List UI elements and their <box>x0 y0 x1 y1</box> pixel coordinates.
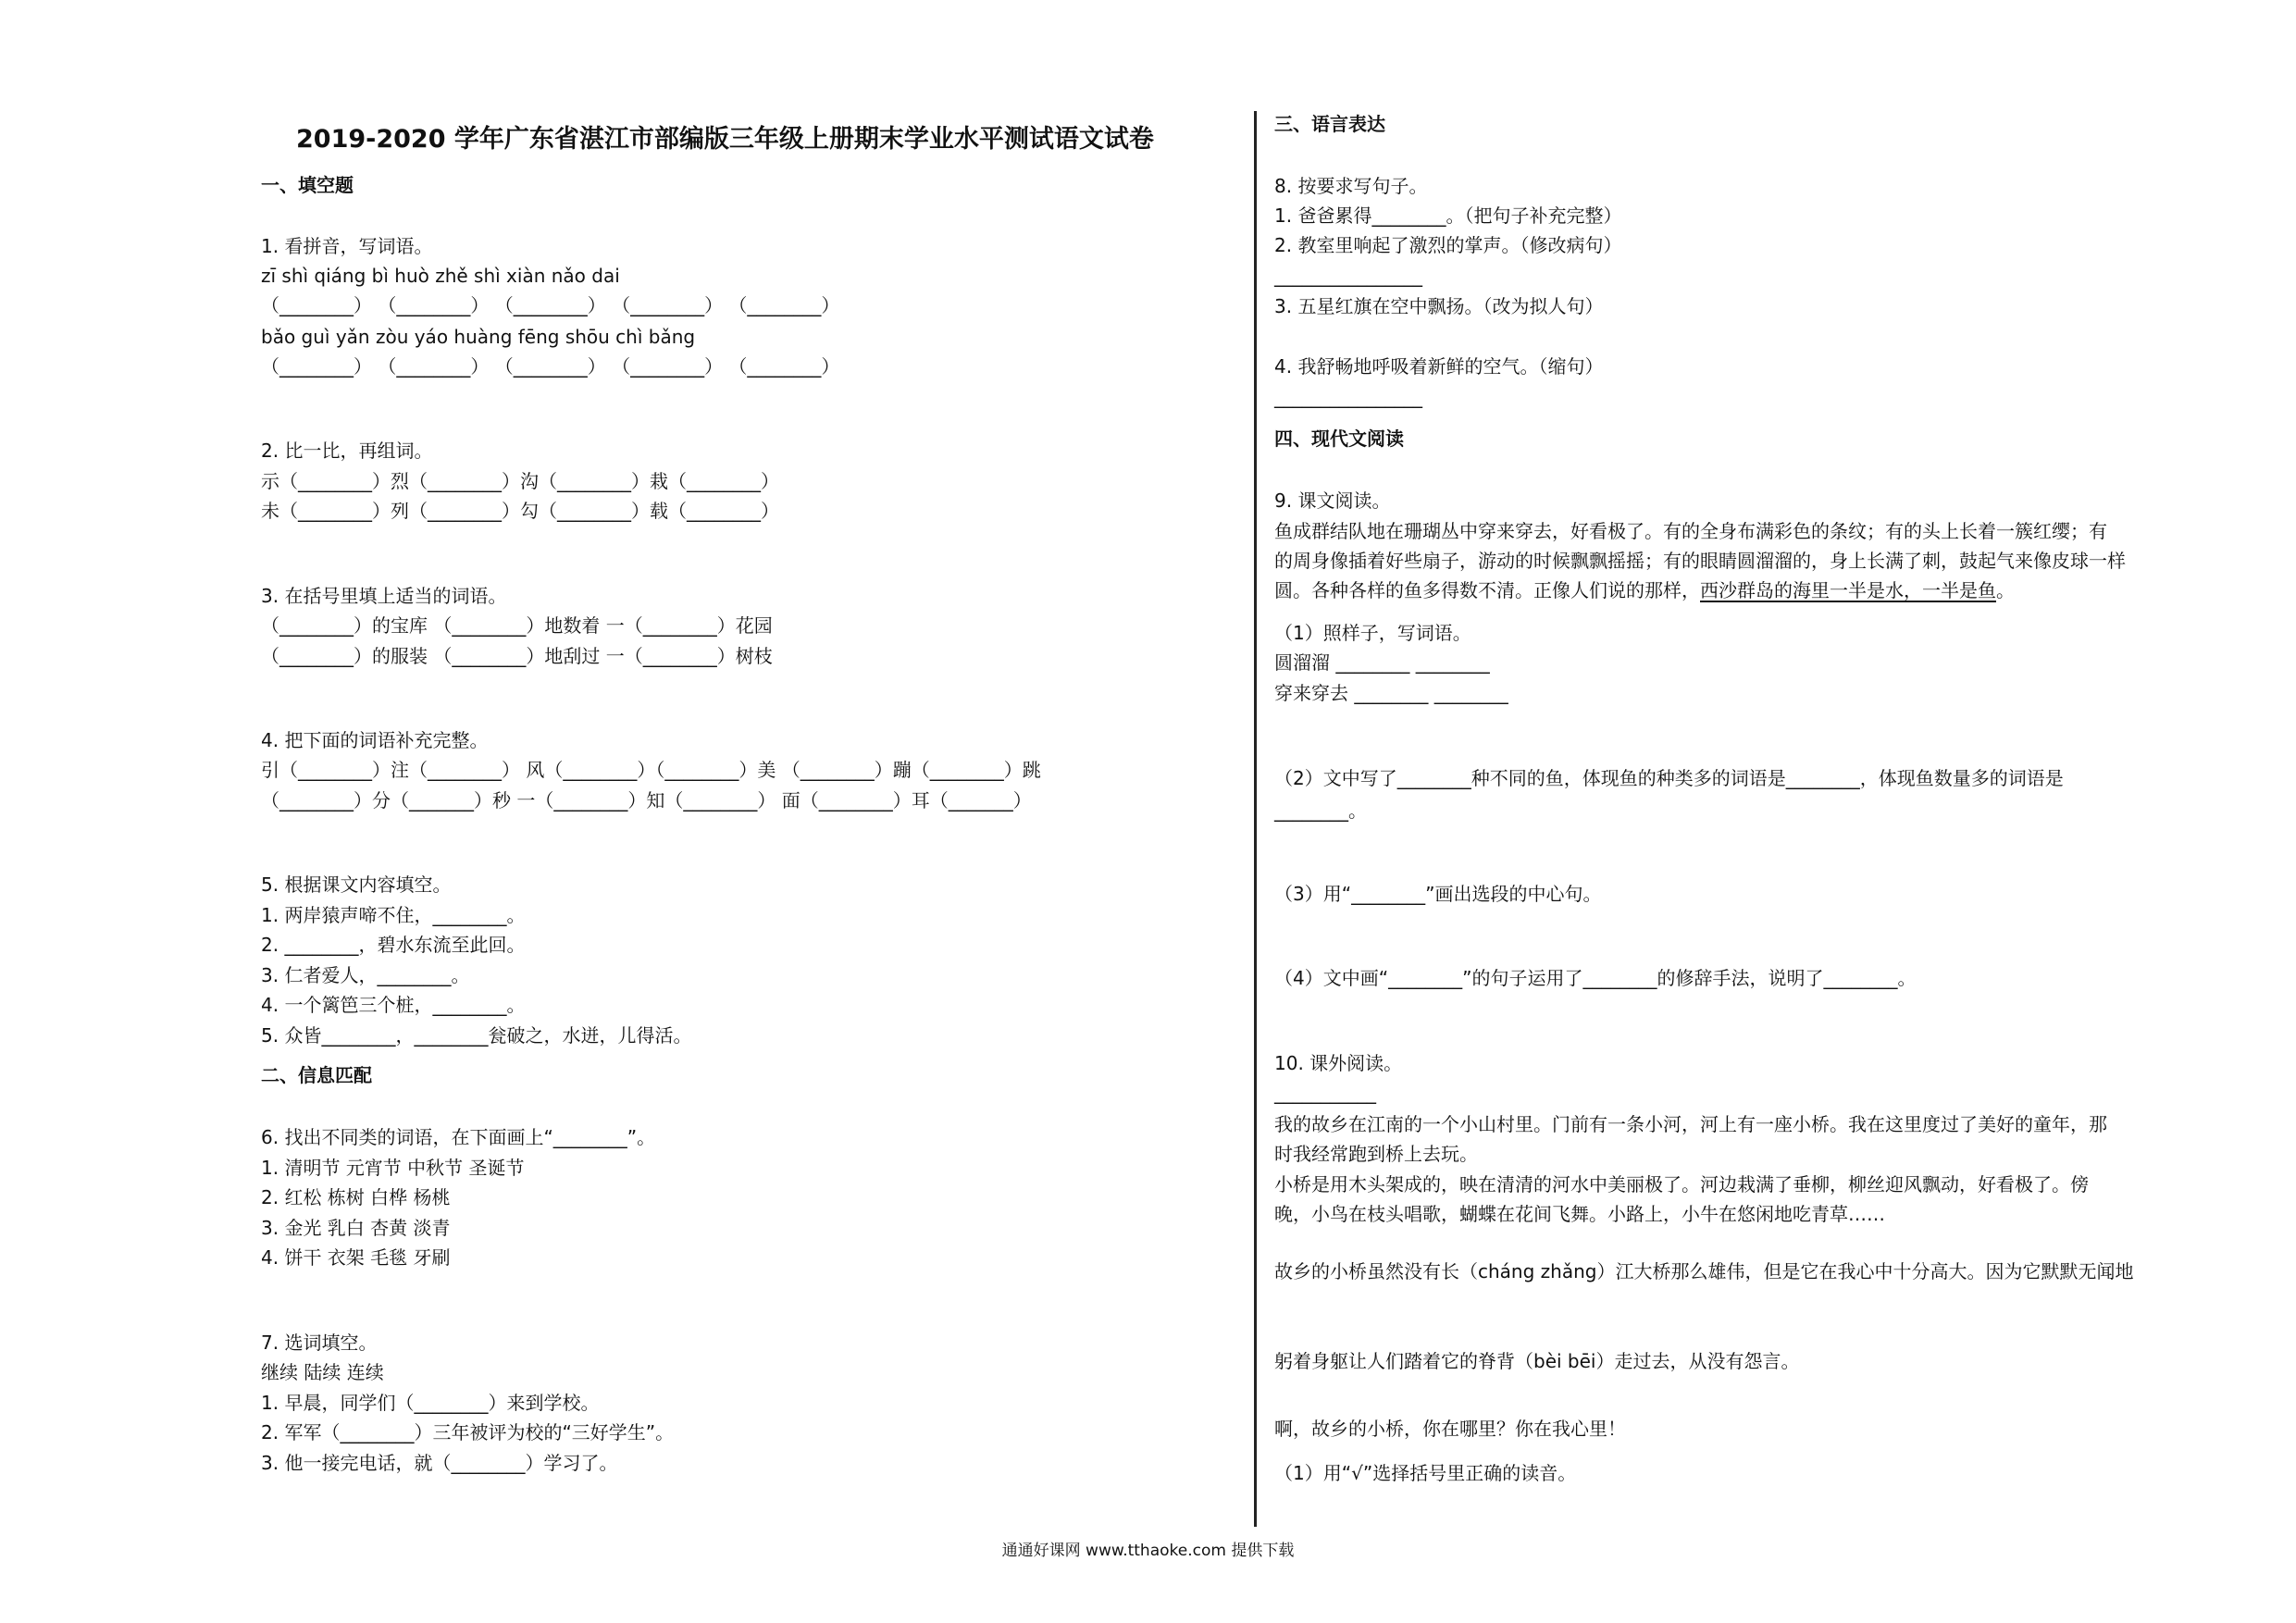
text-line: 未（________）列（________）勾（________）载（________） <box>261 500 779 522</box>
text-line: （3）用“________”画出选段的中心句。 <box>1274 883 1602 905</box>
text-line: 2. 教室里响起了激烈的掌声。（修改病句） <box>1274 234 1622 256</box>
text-line: ___________ <box>1274 1082 1376 1104</box>
text-line: 3. 五星红旗在空中飘扬。（改为拟人句） <box>1274 295 1604 317</box>
text-line: （2）文中写了________种不同的鱼，体现鱼的种类多的词语是________，体现鱼数量多的词语是 <box>1274 767 2064 789</box>
text-line: （________）分（_______）秒 一（________）知（________） 面（________）耳（_______） <box>261 789 1032 812</box>
text-line: （________） （________） （________） （________） （________） <box>261 294 840 316</box>
text-line: 啊，故乡的小桥，你在哪里？你在我心里！ <box>1274 1418 1626 1440</box>
text-line: 4. 我舒畅地呼吸着新鲜的空气。（缩句） <box>1274 355 1604 378</box>
text-line: （________）的宝库 （________）地数着 一（________）花园 <box>261 614 773 637</box>
text-line: 2. 红松 栋树 白桦 杨桃 <box>261 1186 451 1208</box>
text-line: 晚，小鸟在枝头唱歌，蝴蝶在花间飞舞。小路上，小牛在悠闲地吃青草…… <box>1274 1203 1885 1225</box>
text-line: zī shì qiáng bì huò zhě shì xiàn nǎo dai <box>261 265 620 287</box>
text-line: （________）的服装 （________）地刮过 一（________）树枝 <box>261 645 773 667</box>
text-line: 的周身像插着好些扇子，游动的时候飘飘摇摇；有的眼睛圆溜溜的，身上长满了刺，鼓起气来像皮球一样 <box>1274 550 2126 572</box>
text-line: 5. 众皆________，________瓮破之，水迸，儿得活。 <box>261 1024 692 1047</box>
text-line: 2. 比一比，再组词。 <box>261 440 433 462</box>
text-line: 3. 他一接完电话，就（________）学习了。 <box>261 1452 618 1474</box>
text-line: 引（________）注（________） 风（________）（________）美 （________）蹦（________）跳 <box>261 759 1041 781</box>
text-line: 3. 在括号里填上适当的词语。 <box>261 585 507 607</box>
text-line: （1）照样子，写词语。 <box>1274 622 1471 644</box>
text-line: 1. 早晨，同学们（________）来到学校。 <box>261 1392 600 1414</box>
text-line: 故乡的小桥虽然没有长（cháng zhǎng）江大桥那么雄伟，但是它在我心中十分高大。因为它默默无闻地 <box>1274 1260 2134 1282</box>
text-line: 鱼成群结队地在珊瑚丛中穿来穿去，好看极了。有的全身布满彩色的条纹；有的头上长着一簇红缨；有 <box>1274 520 2107 542</box>
text-line: bǎo guì yǎn zòu yáo huàng fēng shōu chì bǎng <box>261 326 696 348</box>
section-heading: 三、语言表达 <box>1274 113 1385 135</box>
text-line: 2. ________，碧水东流至此回。 <box>261 934 526 956</box>
text-line: 7. 选词填空。 <box>261 1332 378 1354</box>
text-line: 3. 仁者爱人，________。 <box>261 964 470 986</box>
text-line: 1. 看拼音，写词语。 <box>261 235 433 257</box>
text-line: 小桥是用木头架成的，映在清清的河水中美丽极了。河边栽满了垂柳，柳丝迎风飘动，好看极了。傍 <box>1274 1173 2089 1196</box>
underlined-sentence: 西沙群岛的海里一半是水，一半是鱼 <box>1700 579 1996 601</box>
text-line: 10. 课外阅读。 <box>1274 1052 1403 1074</box>
text-line: 8. 按要求写句子。 <box>1274 175 1428 197</box>
text-line: 时我经常跑到桥上去玩。 <box>1274 1143 1478 1165</box>
text-line: 5. 根据课文内容填空。 <box>261 873 452 896</box>
text-line: 继续 陆续 连续 <box>261 1361 384 1383</box>
page-footer: 通通好课网 www.tthaoke.com 提供下载 <box>1001 1542 1295 1560</box>
section-heading: 一、填空题 <box>261 174 354 196</box>
text-line: （________） （________） （________） （________） （________） <box>261 355 840 378</box>
text-line: （1）用“√”选择括号里正确的读音。 <box>1274 1462 1577 1484</box>
text-line: （4）文中画“________”的句子运用了________的修辞手法，说明了________。 <box>1274 967 1917 989</box>
text-line: 示（________）烈（________）沟（________）栽（________） <box>261 470 779 492</box>
text-line: 9. 课文阅读。 <box>1274 489 1391 512</box>
text-line: 1. 清明节 元宵节 中秋节 圣诞节 <box>261 1157 525 1179</box>
section-heading: 二、信息匹配 <box>261 1064 372 1086</box>
text-line: ________________ <box>1274 386 1422 408</box>
text-line: 2. 军军（________）三年被评为校的“三好学生”。 <box>261 1421 675 1443</box>
text-line: 4. 一个篱笆三个桩，________。 <box>261 994 526 1016</box>
text-line: 3. 金光 乳白 杏黄 淡青 <box>261 1217 451 1239</box>
text-line: ________。 <box>1274 799 1367 822</box>
text-line: 穿来穿去 ________ ________ <box>1274 682 1508 704</box>
text-line: 6. 找出不同类的词语，在下面画上“________”。 <box>261 1126 656 1148</box>
text-line: 圆。各种各样的鱼多得数不清。正像人们说的那样，西沙群岛的海里一半是水，一半是鱼。 <box>1274 579 2015 601</box>
text-line: 4. 把下面的词语补充完整。 <box>261 729 489 751</box>
text-line: 我的故乡在江南的一个小山村里。门前有一条小河，河上有一座小桥。我在这里度过了美好的童年，那 <box>1274 1113 2107 1135</box>
text-line: 躬着身躯让人们踏着它的脊背（bèi bēi）走过去，从没有怨言。 <box>1274 1350 1800 1372</box>
column-divider <box>1254 111 1257 1527</box>
exam-title: 2019-2020 学年广东省湛江市部编版三年级上册期末学业水平测试语文试卷 <box>296 125 1154 154</box>
text-line: 1. 爸爸累得________。（把句子补充完整） <box>1274 204 1622 227</box>
text-line: 1. 两岸猿声啼不住，________。 <box>261 904 526 926</box>
text-line: 圆溜溜 ________ ________ <box>1274 651 1490 674</box>
text-line: 4. 饼干 衣架 毛毯 牙刷 <box>261 1246 451 1269</box>
text-line: ________________ <box>1274 265 1422 287</box>
section-heading: 四、现代文阅读 <box>1274 427 1404 450</box>
